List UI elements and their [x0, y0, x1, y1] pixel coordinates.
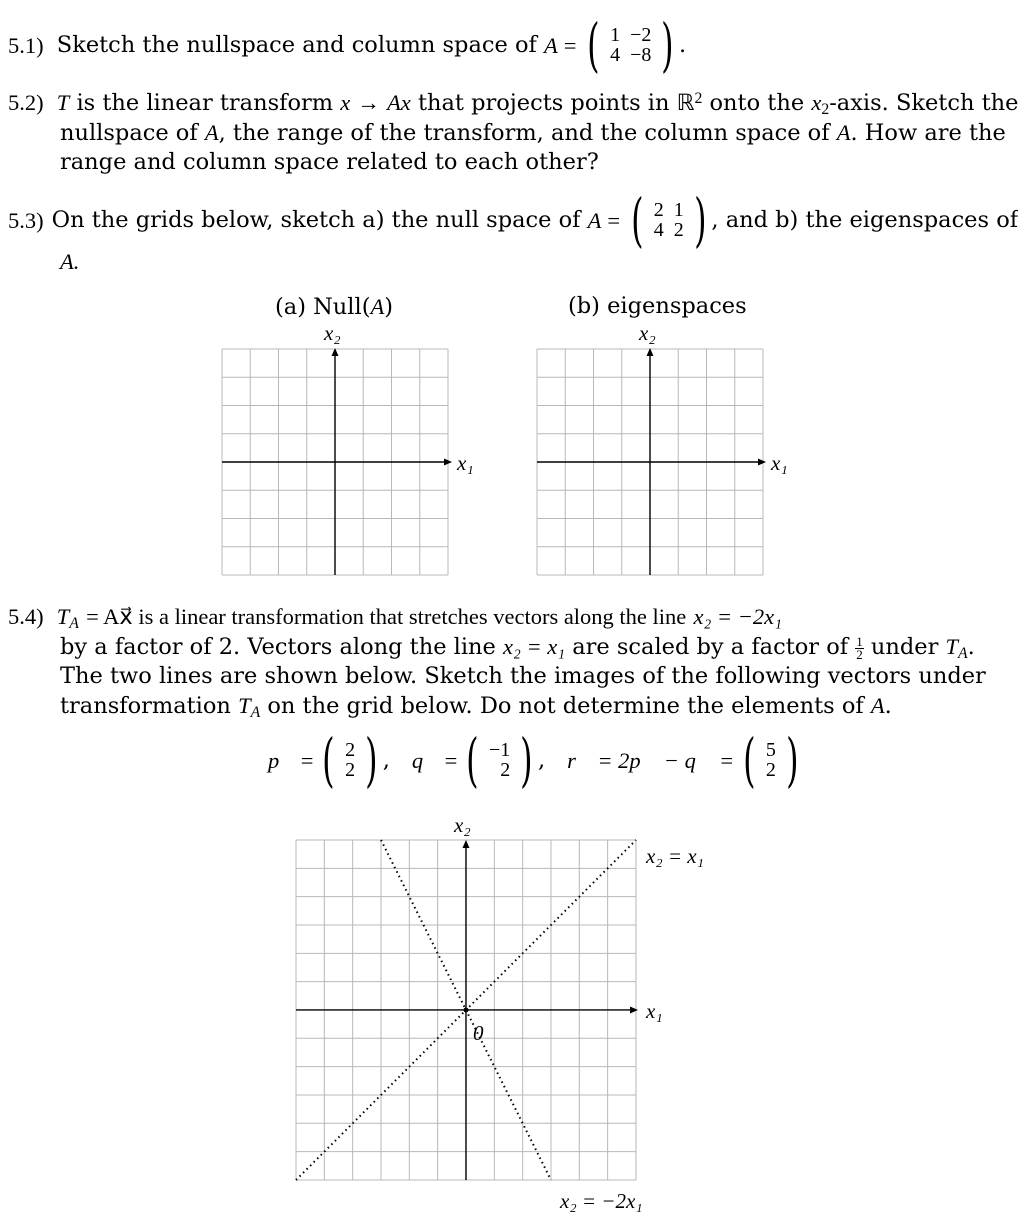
symbol-A: A: [870, 693, 885, 718]
x1-axis-label: x₁: [457, 451, 474, 475]
vector-definitions: p⃗ = ( 2 2 ) , q⃗ = ( −1 2 ) , r⃗ = 2p⃗ − q⃗ = ( 5 2 ): [268, 726, 799, 794]
small-grids[interactable]: [0, 320, 980, 582]
x2-arrowhead: [462, 840, 469, 848]
vector-q-label: q⃗: [411, 747, 441, 773]
problem-number: 5.2): [8, 90, 44, 115]
text-segment: on the grid below. Do not determine the elements of: [267, 693, 864, 719]
symbol-A: A: [836, 120, 851, 145]
vector-entry: 2: [500, 759, 511, 781]
problem-5-3: 5.3) On the grids below, sketch a) the null space of A = ( 2 1 4 2 ) , and b) the eigenspaces of: [8, 186, 1018, 254]
title-text: ): [384, 294, 394, 320]
line-x2-eq-neg2x1-label: x₂ = −2x₁: [560, 1189, 643, 1213]
text-segment: are scaled by a factor of: [572, 634, 849, 660]
text-segment: onto the: [709, 90, 805, 116]
text-segment: , the range of the transform, and the column space of: [218, 120, 830, 146]
origin-point: [464, 1008, 469, 1013]
matrix-name: A: [587, 207, 602, 233]
matrix-name: A: [543, 32, 558, 58]
vector-r-expression: = 2p⃗ − q⃗ =: [597, 747, 735, 773]
subscript: 2: [821, 100, 830, 118]
exponent: 2: [694, 89, 703, 107]
null-space-grid[interactable]: [222, 348, 452, 575]
vector-entry: 2: [345, 739, 356, 761]
matrix-cell: −2: [630, 24, 652, 46]
text-segment: transformation: [60, 693, 231, 719]
problem-5-4: 5.4) $T_A$ = Ax⃗ is a linear transformation that stretches vectors along the line x₂ = −2x₁ by a factor of 2. Vectors along the line x₂ = x₁ are scaled by a factor of $\frac{1}{2}$ under $T_A$. The two lines are shown below. Sketch the images of the following vectors under transformation $T_A$ on the grid below. Do not determine the elements of A.: [8, 604, 986, 721]
matrix-cell: 4: [610, 44, 621, 66]
symbol-A: A: [370, 294, 385, 319]
text-line: range and column space related to each other?: [60, 149, 599, 175]
vector-p-label: p⃗: [268, 747, 297, 773]
matrix-cell: −8: [630, 44, 652, 66]
text-line: The two lines are shown below. Sketch the images of the following vectors under: [60, 663, 986, 689]
symbol-T: T: [945, 634, 959, 659]
vector-entry: 2: [345, 759, 356, 781]
subscript: A: [250, 703, 261, 721]
numerator: 1: [856, 633, 863, 649]
text-segment: . How are the: [850, 120, 1006, 146]
text-segment: is the linear transform: [76, 90, 334, 116]
matrix-cell: 4: [653, 219, 664, 241]
matrix-a: [605, 25, 656, 65]
problem-5-3-line2: A.: [60, 249, 80, 274]
title-text: (a) Null(: [275, 294, 371, 320]
matrix-cell: 1: [610, 24, 621, 46]
symbol-T: T: [238, 693, 251, 718]
problem-number: 5.4): [8, 604, 44, 629]
text-segment: nullspace of: [60, 120, 198, 146]
eigenspaces-grid[interactable]: [537, 348, 766, 575]
equation: x₂ = −2x₁: [693, 604, 782, 629]
text-segment: that projects points in: [417, 90, 670, 116]
subscript: A: [69, 614, 79, 632]
grid-b-title: (b) eigenspaces: [568, 293, 747, 319]
matrix-cell: 2: [673, 219, 684, 241]
text-segment: = Ax⃗ is a linear transformation that stretches vectors along the line: [86, 604, 687, 629]
matrix-cell: 2: [653, 199, 664, 221]
symbol-T: T: [56, 90, 70, 115]
x1-arrowhead: [758, 459, 766, 466]
problem-number: 5.1): [8, 32, 44, 58]
vector-entry: 2: [765, 759, 776, 781]
vector-r: [761, 740, 781, 780]
origin-label: 0⃗: [473, 1021, 500, 1045]
vector-q: [484, 740, 515, 780]
problem-number: 5.3): [8, 207, 44, 233]
vector-p: [340, 740, 360, 780]
transformation-grid[interactable]: [0, 810, 980, 1228]
problem-text: On the grids below, sketch a) the null space of: [51, 206, 581, 233]
symbol-T: T: [56, 604, 70, 629]
symbol-Ax: Ax: [387, 90, 411, 115]
text-segment: -axis. Sketch the: [829, 90, 1018, 116]
matrix-cell: 1: [673, 199, 684, 221]
one-half: [855, 633, 864, 662]
text-segment: , and b) the eigenspaces of: [711, 206, 1018, 233]
problem-text: Sketch the nullspace and column space of: [56, 31, 537, 58]
symbol-x: x: [340, 90, 351, 115]
problem-5-1: 5.1) Sketch the nullspace and column space of A = ( 1 −2 4 −8 ) .: [8, 11, 687, 79]
equation: x₂ = x₁: [503, 634, 566, 659]
symbol-x2: x: [811, 90, 822, 115]
matrix-a: [649, 200, 689, 240]
arrow-symbol: →: [357, 90, 380, 115]
x2-axis-label: x₂: [639, 321, 656, 345]
x1-axis-label: x₁: [771, 451, 788, 475]
subscript: A: [958, 644, 968, 662]
x2-axis-label: x₂: [324, 321, 341, 345]
x1-arrowhead: [630, 1006, 638, 1013]
vector-entry: 5: [765, 739, 776, 761]
x2-axis-label: x₂: [454, 813, 471, 837]
vector-entry: −1: [489, 739, 511, 761]
vector-r-label: r⃗: [567, 747, 594, 773]
problem-5-2: [8, 88, 1018, 177]
text-segment: by a factor of 2. Vectors along the line: [60, 634, 496, 660]
grid-a-title: [275, 292, 393, 322]
x1-axis-label: x₁: [646, 999, 663, 1023]
denominator: 2: [856, 646, 863, 662]
symbol-A: A: [204, 120, 219, 145]
text-segment: under: [870, 634, 939, 660]
line-x2-eq-x1-label: x₂ = x₁: [646, 844, 704, 868]
symbol-R: ℝ: [676, 90, 695, 115]
